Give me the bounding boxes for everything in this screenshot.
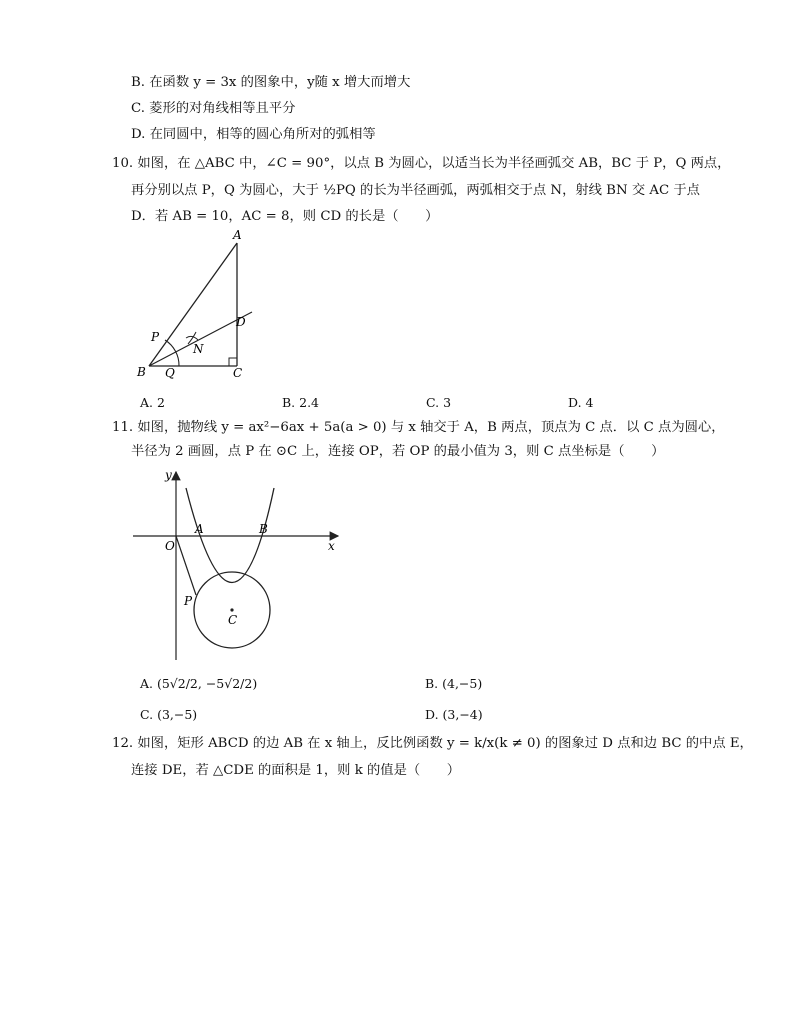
q10-stem-line2: 再分别以点 P，Q 为圆心，大于 ½PQ 的长为半径画弧，两弧相交于点 N，射线 BN 交 AC 于点 — [131, 183, 700, 198]
q11-label-y: y — [165, 468, 172, 482]
q10-triangle-figure — [130, 226, 270, 386]
q10-label-q: Q — [165, 366, 175, 380]
q11-stem-line2: 半径为 2 画圆，点 P 在 ⊙C 上，连接 OP，若 OP 的最小值为 3，则 C 点坐标是（ ） — [131, 444, 665, 459]
q11-stem-line1: 11. 如图，抛物线 y = ax²−6ax + 5a(a > 0) 与 x 轴交于 A，B 两点，顶点为 C 点．以 C 点为圆心， — [112, 420, 725, 435]
q9-option-c: C. 菱形的对角线相等且平分 — [131, 101, 296, 116]
q9-option-d: D. 在同圆中，相等的圆心角所对的弧相等 — [131, 127, 376, 142]
q11-label-c: C — [228, 613, 238, 627]
q10-label-a: A — [233, 228, 242, 242]
q9-option-b: B. 在函数 y = 3x 的图象中，y随 x 增大而增大 — [131, 75, 411, 90]
q10-right-angle-mark — [229, 358, 237, 366]
q11-segment-op — [176, 536, 196, 595]
q11-option-c: C. (3,−5) — [140, 707, 198, 722]
q10-label-b: B — [137, 365, 146, 379]
q10-option-b: B. 2.4 — [282, 395, 320, 410]
q10-option-a: A. 2 — [140, 395, 165, 410]
q11-label-a: A — [195, 522, 204, 536]
q11-option-a: A. (5√2/2, −5√2/2) — [140, 676, 258, 691]
q11-label-x: x — [328, 539, 335, 553]
q11-label-b: B — [259, 522, 268, 536]
q11-option-b: B. (4,−5) — [425, 676, 483, 691]
q12-stem-line2: 连接 DE，若 △CDE 的面积是 1，则 k 的值是（ ） — [131, 763, 461, 778]
q11-label-p: P — [184, 594, 193, 608]
q11-parabola-figure — [128, 462, 348, 672]
q11-label-o: O — [165, 539, 175, 553]
q10-option-c: C. 3 — [426, 395, 452, 410]
q10-label-c: C — [233, 366, 243, 380]
q10-stem-line1: 10. 如图，在 △ABC 中，∠C = 90°，以点 B 为圆心，以适当长为半径画弧交 AB，BC 于 P，Q 两点， — [112, 156, 731, 171]
q11-point-c — [230, 608, 233, 611]
q10-label-n: N — [193, 342, 204, 356]
q10-arc-pq — [165, 340, 179, 366]
q11-option-d: D. (3,−4) — [425, 707, 483, 722]
q12-stem-line1: 12. 如图，矩形 ABCD 的边 AB 在 x 轴上，反比例函数 y = k/x(k ≠ 0) 的图象过 D 点和边 BC 的中点 E， — [112, 736, 753, 751]
q10-option-d: D. 4 — [568, 395, 594, 410]
q10-stem-line3: D．若 AB = 10，AC = 8，则 CD 的长是（ ） — [131, 209, 439, 224]
q10-label-p: P — [151, 330, 160, 344]
q10-label-d: D — [236, 315, 246, 329]
